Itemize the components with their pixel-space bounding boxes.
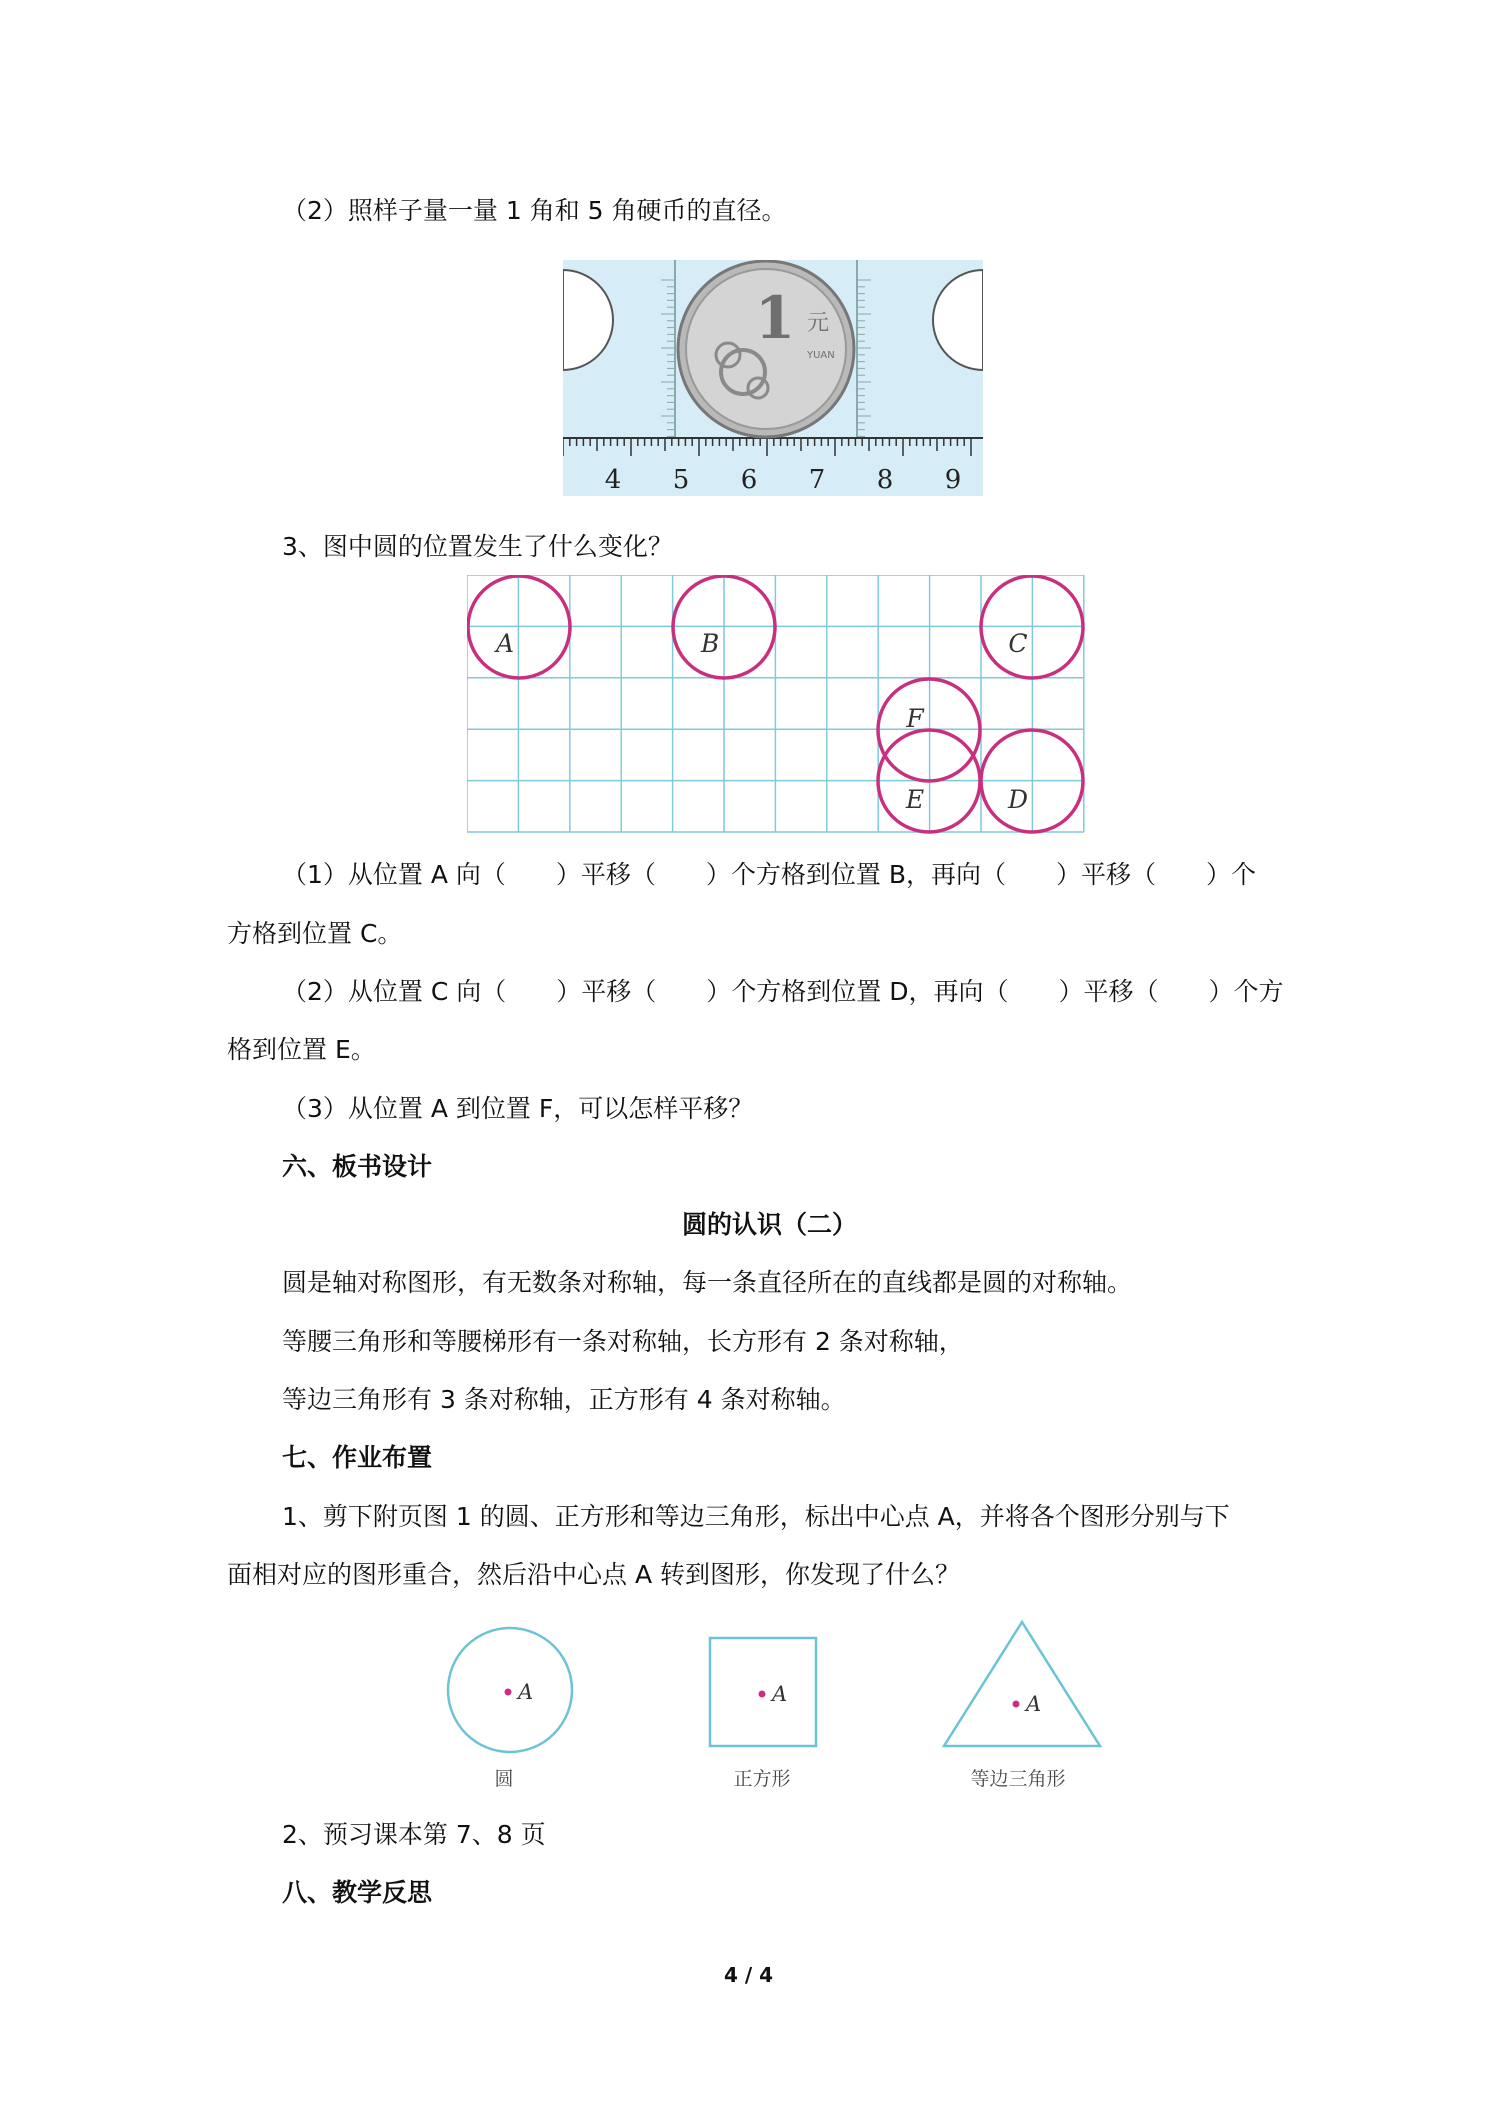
ruler-scale [563, 438, 983, 496]
label-a: A [495, 629, 515, 658]
question-3-1-line1: （1）从位置 A 向（ ）平移（ ）个方格到位置 B，再向（ ）平移（ ）个 [282, 860, 1257, 889]
homework-1-line1: 1、剪下附页图 1 的圆、正方形和等边三角形，标出中心点 A，并将各个图形分别与下 [282, 1502, 1230, 1531]
board-line-3: 等边三角形有 3 条对称轴，正方形有 4 条对称轴。 [282, 1385, 846, 1414]
caption-square: 正方形 [733, 1768, 791, 1790]
coin-image [678, 261, 854, 437]
caption-triangle: 等边三角形 [970, 1768, 1066, 1790]
ruler-tick-5: 5 [672, 465, 690, 495]
homework-1-line2: 面相对应的图形重合，然后沿中心点 A 转到图形，你发现了什么？ [227, 1560, 960, 1589]
question-3-1-line2: 方格到位置 C。 [227, 919, 403, 948]
board-line-1: 圆是轴对称图形，有无数条对称轴，每一条直径所在的直线都是圆的对称轴。 [282, 1268, 1133, 1297]
triangle-shape [944, 1622, 1100, 1746]
label-d: D [1007, 785, 1029, 814]
question-3-2-line1: （2）从位置 C 向（ ）平移（ ）个方格到位置 D，再向（ ）平移（ ）个方 [282, 977, 1284, 1006]
grid-lines [467, 575, 1084, 832]
coin-unit: 元 [807, 311, 830, 336]
ruler-tick-8: 8 [876, 465, 894, 495]
label-f: F [906, 704, 924, 733]
circle-center-dot [505, 1689, 512, 1696]
question-3-2-line2: 格到位置 E。 [227, 1035, 376, 1064]
question-2-measure: （2）照样子量一量 1 角和 5 角硬币的直径。 [282, 196, 787, 225]
board-line-2: 等腰三角形和等腰梯形有一条对称轴，长方形有 2 条对称轴， [282, 1327, 964, 1356]
caption-circle: 圆 [494, 1768, 514, 1790]
section-7-heading: 七、作业布置 [282, 1443, 433, 1472]
label-c: C [1008, 629, 1028, 658]
square-center-dot [759, 1691, 766, 1698]
shapes-figure [440, 1610, 1120, 1800]
page-number: 4 / 4 [724, 1963, 774, 1987]
section-8-heading: 八、教学反思 [282, 1878, 433, 1907]
question-3-title: 3、图中圆的位置发生了什么变化？ [282, 532, 673, 561]
ruler-tick-9: 9 [944, 465, 962, 495]
ruler-tick-6: 6 [740, 465, 758, 495]
coin-text: YUAN [807, 350, 835, 361]
square-center-label: A [772, 1682, 788, 1706]
triangle-center-dot [1013, 1701, 1020, 1708]
label-b: B [700, 629, 720, 658]
circle-translation-grid [467, 575, 1087, 839]
section-6-heading: 六、板书设计 [282, 1152, 433, 1181]
ruler-coin-figure [563, 260, 983, 496]
coin-denomination: 1 [754, 284, 796, 352]
triangle-center-label: A [1026, 1692, 1042, 1716]
board-title: 圆的认识（二） [682, 1210, 858, 1239]
homework-2: 2、预习课本第 7、8 页 [282, 1820, 546, 1849]
ruler-tick-7: 7 [808, 465, 826, 495]
question-3-3: （3）从位置 A 到位置 F，可以怎样平移？ [282, 1094, 754, 1123]
ruler-tick-4: 4 [604, 465, 622, 495]
label-e: E [905, 785, 925, 814]
circle-center-label: A [518, 1680, 534, 1704]
